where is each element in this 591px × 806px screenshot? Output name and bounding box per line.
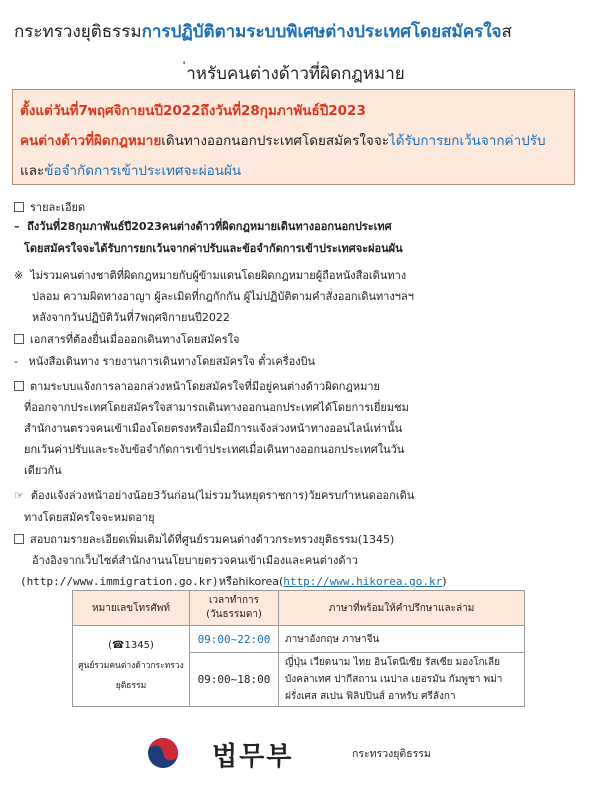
checkbox-square-icon bbox=[14, 334, 24, 344]
header-languages: ภาษาที่พร้อมให้คำปรึกษาและล่าม bbox=[279, 591, 525, 626]
table-header-row bbox=[73, 591, 525, 626]
notice-line3: และข้อจำกัดการเข้าประเทศจะผ่อนผัน bbox=[20, 163, 242, 179]
phone-number: (☎1345) bbox=[108, 640, 154, 651]
hours-cell-1: 09:00~22:00 bbox=[190, 626, 279, 653]
footer-korean-name: 법무부 bbox=[212, 742, 294, 772]
reference-mark-icon: ※ bbox=[14, 269, 24, 282]
details-heading: รายละเอียด bbox=[14, 198, 85, 216]
notice-period: ตั้งแต่วันที่7พฤศจิกายนปี2022ถึงวันที่28กุมภาพันธ์ปี2023 bbox=[20, 103, 366, 119]
header-phone: หมายเลขโทรศัพท์ bbox=[73, 591, 190, 626]
title-highlight: การปฏิบัติตามระบบพิเศษต่างประเทศโดยสมัครใจ bbox=[141, 22, 502, 42]
checkbox-square-icon bbox=[14, 202, 24, 212]
header-hours: เวลาทำการ (วันธรรมดา) bbox=[190, 591, 279, 626]
title-ministry: กระทรวงยุติธรรม bbox=[14, 22, 142, 42]
inquiry-urls: (http://www.immigration.go.kr)หรือhikorea(http://www.hikorea.go.kr) bbox=[20, 575, 447, 588]
note-line1: ※ ไม่รวมคนต่างชาติที่ผิดกฎหมายกับผู้ข้ามแดนโดยผิดกฎหมายผู้ถือหนังสือเดินทาง bbox=[14, 269, 407, 282]
checkbox-square-icon bbox=[14, 381, 24, 391]
languages-cell-2: ญี่ปุ่น เวียดนาม ไทย อินโดนีเซีย รัสเซีย มองโกเลีย บังคลาเทศ ปากีสถาน เนปาล เยอรมัน กัมพูชา พม่า ฝรั่งเศส สเปน ฟิลิปปินส์ อาหรับ ศรีลังกา bbox=[279, 653, 525, 707]
note-line2: ปลอม ความผิดทางอาญา ผู้ละเมิดที่กฎกักกัน ผู้ไม่ปฏิบัติตามคำสั่งออกเดินทางฯลฯ bbox=[32, 290, 414, 303]
inquiry-line2: อ้างอิงจากเว็บไซต์สำนักงานนโยบายตรวจคนเข้าเมืองและคนต่างด้าว bbox=[32, 554, 358, 567]
details-line2: โดยสมัครใจจะได้รับการยกเว้นจากค่าปรับและข้อจำกัดการเข้าประเทศจะผ่อนผัน bbox=[24, 242, 403, 255]
languages-cell-1: ภาษาอังกฤษ ภาษาจีน bbox=[279, 626, 525, 653]
docs-heading: เอกสารที่ต้องยื่นเมื่อออกเดินทางโดยสมัครใจ bbox=[14, 330, 239, 348]
details-line1: – ถึงวันที่28กุมภาพันธ์ปี2023คนต่างด้าวที่ผิดกฎหมายเดินทางออกนอกประเทศ bbox=[14, 220, 392, 233]
page-title-line1 bbox=[14, 18, 584, 45]
phone-center: ศูนย์รวมคนต่างด้าวกระทรวงยุติธรรม bbox=[78, 661, 184, 691]
footer-thai-name: กระทรวงยุติธรรม bbox=[352, 748, 431, 760]
title-end: ส bbox=[501, 22, 512, 42]
pointing-hand-icon: ☞ bbox=[14, 489, 24, 502]
table-row bbox=[73, 626, 525, 653]
docs-item: - หนังสือเดินทาง รายงานการเดินทางโดยสมัครใจ ตั๋วเครื่องบิน bbox=[14, 355, 316, 368]
notify-line4: ยกเว้นค่าปรับและระงับข้อจำกัดการเข้าประเทศเมื่อเดินทางออกนอกประเทศในวัน bbox=[24, 443, 405, 456]
checkbox-square-icon bbox=[14, 534, 24, 544]
phone-cell bbox=[73, 626, 190, 707]
advance-line2: ทางโดยสมัครใจจะหมดอายุ bbox=[24, 511, 155, 524]
advance-line1: ☞ ต้องแจ้งล่วงหน้าอย่างน้อย3วันก่อน(ไม่รวมวันหยุดราชการ)วัยครบกำหนดออกเดิน bbox=[14, 489, 415, 502]
notice-box bbox=[12, 89, 575, 185]
page-title-line2: ่าหรับคนต่างด้าวที่ผิดกฎหมาย bbox=[186, 64, 405, 84]
contact-table bbox=[72, 590, 525, 707]
notify-line3: สำนักงานตรวจคนเข้าเมืองโดยตรงหรือเมื่อมีการแจ้งล่วงหน้าทางออนไลน์เท่านั้น bbox=[24, 422, 403, 435]
notify-line2: ที่ออกจากประเทศโดยสมัครใจสามารถเดินทางออกนอกประเทศได้โดยการเยี่ยมชม bbox=[24, 401, 409, 414]
hours-cell-2: 09:00~18:00 bbox=[190, 653, 279, 707]
immigration-url: (http://www.immigration.go.kr) bbox=[20, 575, 219, 588]
notify-line5: เดียวกัน bbox=[24, 464, 62, 477]
inquiry-line1: สอบถามรายละเอียดเพิ่มเติมได้ที่ศูนย์รวมคนต่างด้าวกระทรวงยุติธรรม(1345) bbox=[14, 530, 394, 548]
notice-line2: คนต่างด้าวที่ผิดกฎหมายเดินทางออกนอกประเทศโดยสมัครใจจะได้รับการยกเว้นจากค่าปรับ bbox=[20, 133, 546, 149]
note-line3: หลังจากวันปฏิบัติวันที่7พฤศจิกายนปี2022 bbox=[32, 311, 230, 324]
hikorea-link[interactable]: http://www.hikorea.go.kr bbox=[283, 575, 443, 588]
notify-line1: ตามระบบแจ้งการลาออกล่วงหน้าโดยสมัครใจที่มีอยู่คนต่างด้าวผิดกฎหมาย bbox=[14, 377, 380, 395]
ministry-emblem-icon bbox=[146, 736, 180, 770]
